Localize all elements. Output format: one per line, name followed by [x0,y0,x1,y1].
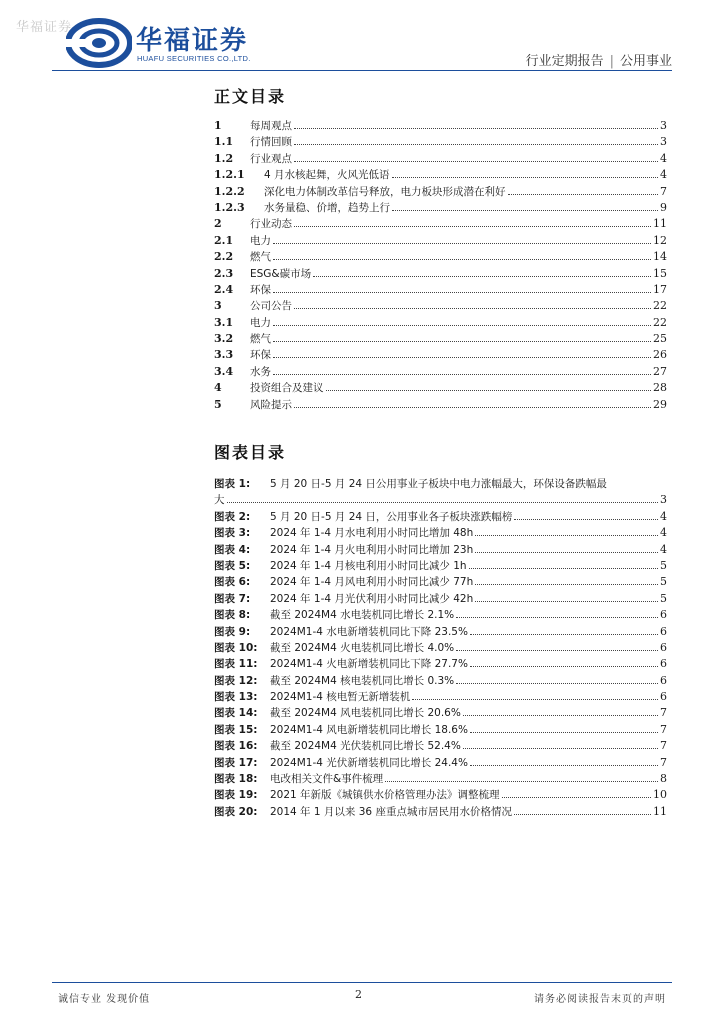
figure-item[interactable] [214,574,667,590]
leader-dots [470,666,658,667]
figure-text: 2021 年新版《城镇供水价格管理办法》调整梳理 [270,789,500,802]
figure-text: 2014 年 1 月以来 36 座重点城市居民用水价格情况 [270,805,512,818]
toc-text: 电力 [250,316,271,329]
toc-text: 燃气 [250,251,271,264]
figure-page: 7 [660,739,667,753]
figure-label: 图表 18: [214,773,258,786]
report-type-header: 行业定期报告 | 公用事业 [525,54,672,69]
toc-text: 4 月水核起舞，火风光低语 [264,169,390,182]
figure-page: 4 [660,526,667,540]
leader-dots [469,568,658,569]
toc-item[interactable] [214,118,667,134]
figure-text: 2024 年 1-4 月光伏利用小时同比减少 42h [270,592,474,605]
leader-dots [273,341,651,342]
toc-number: 3.3 [214,348,234,362]
figure-label: 图表 3: [214,527,251,540]
figure-item[interactable] [214,656,667,672]
figure-item[interactable] [214,476,667,492]
brand-name-cn: 华福证券 [136,26,249,56]
figure-page: 10 [653,788,667,802]
toc-item[interactable] [214,151,667,167]
figure-page: 7 [660,722,667,736]
leader-dots [273,243,651,244]
toc-number: 2.3 [214,266,234,280]
toc-number: 1.2.3 [214,200,245,214]
toc-list [214,118,667,413]
toc-item[interactable] [214,167,667,183]
toc-number: 3.2 [214,332,234,346]
toc-text: 投资组合及建议 [250,382,324,395]
toc-page: 14 [653,250,667,264]
leader-dots [385,781,658,782]
figure-item[interactable] [214,640,667,656]
leader-dots [456,683,658,684]
figure-item[interactable] [214,738,667,754]
leader-dots [508,194,659,195]
toc-page: 28 [653,381,667,395]
toc-item[interactable] [214,364,667,380]
figure-text: 2024M1-4 火电新增装机同比下降 27.7% [270,658,468,671]
toc-text: 行业观点 [250,152,292,165]
toc-page: 12 [653,233,667,247]
figure-label: 图表 12: [214,674,258,687]
figure-page: 8 [660,772,667,786]
toc-page: 3 [660,119,667,132]
figure-page: 6 [660,690,667,704]
leader-dots [392,177,658,178]
toc-item[interactable] [214,315,667,331]
footer-disclaimer: 请务必阅读报告末页的声明 [534,994,666,1005]
toc-number: 1.2 [214,151,234,165]
figure-label: 图表 10: [214,641,258,654]
figure-text: 2024M1-4 核电暂无新增装机 [270,691,411,704]
figure-text: 2024M1-4 风电新增装机同比增长 18.6% [270,723,468,736]
leader-dots [475,535,658,536]
brand-logo [66,18,276,72]
figure-item[interactable] [214,607,667,623]
watermark: 华福证券 [16,20,73,35]
figure-label: 图表 7: [214,592,251,605]
brand-swirl-icon [66,18,132,68]
toc-page: 22 [653,299,667,313]
toc-title: 正文目录 [214,87,287,106]
toc-text: 风险提示 [250,398,292,411]
toc-text: 每周观点 [250,120,292,132]
leader-dots [294,128,658,129]
toc-number: 3.1 [214,315,234,329]
toc-number: 2 [214,217,222,231]
toc-item[interactable] [214,331,667,347]
leader-dots [502,797,651,798]
figure-text: 截至 2024M4 火电装机同比增长 4.0% [270,641,455,654]
brand-name-en: HUAFU SECURITIES CO.,LTD. [137,54,251,63]
toc-text: 深化电力体制改革信号释放，电力板块形成潜在利好 [264,185,506,198]
figure-label: 图表 8: [214,609,251,622]
figure-text: 2024 年 1-4 月水电利用小时同比增加 48h [270,527,474,540]
leader-dots [273,357,651,358]
figure-item[interactable] [214,542,667,558]
leader-dots [294,144,658,145]
leader-dots [463,748,658,749]
leader-dots [470,634,658,635]
leader-dots [392,210,658,211]
figure-item[interactable] [214,787,667,803]
industry-label: 公用事业 [619,54,672,69]
toc-text: 燃气 [250,333,271,346]
toc-number: 2.1 [214,233,234,247]
toc-page: 3 [660,135,667,149]
leader-dots [463,715,658,716]
toc-item[interactable] [214,233,667,249]
figure-list-title: 图表目录 [214,443,287,462]
leader-dots [294,226,651,227]
figure-item[interactable] [214,804,667,820]
figure-page: 4 [660,542,667,556]
leader-dots [294,407,651,408]
toc-page: 25 [653,332,667,346]
figure-label: 图表 9: [214,625,251,638]
toc-item[interactable] [214,200,667,216]
toc-item[interactable] [214,298,667,314]
leader-dots [294,161,658,162]
toc-item[interactable] [214,347,667,363]
figure-text: 截至 2024M4 光伏装机同比增长 52.4% [270,740,461,753]
toc-text: 环保 [250,283,271,296]
figure-page: 6 [660,657,667,671]
figure-label: 图表 4: [214,543,251,556]
figure-page: 6 [660,640,667,654]
figure-label: 图表 17: [214,756,258,769]
toc-item[interactable] [214,184,667,200]
leader-dots [273,374,651,375]
figure-label: 图表 13: [214,691,258,704]
toc-number: 2.2 [214,250,234,264]
toc-item[interactable] [214,216,667,232]
toc-number: 4 [214,381,222,395]
toc-page: 26 [653,348,667,362]
toc-text: 水务 [250,365,271,378]
figure-text: 2024 年 1-4 月火电利用小时同比增加 23h [270,543,474,556]
toc-number: 5 [214,397,222,411]
toc-item[interactable] [214,134,667,150]
toc-item[interactable] [214,266,667,282]
figure-text: 5 月 20 日-5 月 24 日，公用事业各子板块涨跌幅榜 [270,510,513,523]
figure-item[interactable] [214,591,667,607]
figure-item-continuation[interactable] [214,492,667,508]
toc-page: 29 [653,397,667,411]
figure-page: 5 [660,591,667,605]
figure-page: 5 [660,575,667,589]
toc-item[interactable] [214,282,667,298]
figure-page: 3 [660,493,667,507]
figure-page: 11 [653,804,667,818]
figure-page: 6 [660,608,667,622]
leader-dots [273,292,651,293]
toc-number: 1.1 [214,135,234,149]
figure-label: 图表 2: [214,510,251,523]
leader-dots [456,617,658,618]
figure-item[interactable] [214,525,667,541]
leader-dots [470,732,658,733]
figure-text: 截至 2024M4 风电装机同比增长 20.6% [270,707,461,720]
figure-text: 大 [214,494,225,507]
figure-label: 图表 19: [214,789,258,802]
footer-divider [52,982,672,983]
leader-dots [475,552,658,553]
toc-number: 1.2.1 [214,168,245,182]
toc-page: 11 [653,217,667,231]
leader-dots [475,584,658,585]
toc-page: 22 [653,315,667,329]
leader-dots [475,601,658,602]
figure-page: 4 [660,509,667,523]
figure-page: 5 [660,558,667,572]
figure-label: 图表 11: [214,658,258,671]
figure-label: 图表 5: [214,559,251,572]
report-type: 行业定期报告 [525,54,604,69]
toc-text: 公司公告 [250,300,292,313]
figure-label: 图表 6: [214,576,251,589]
figure-item[interactable] [214,705,667,721]
toc-item[interactable] [214,380,667,396]
figure-label: 图表 15: [214,723,258,736]
leader-dots [470,765,658,766]
figure-item[interactable] [214,689,667,705]
toc-number: 3.4 [214,364,234,378]
figure-page: 7 [660,706,667,720]
toc-number: 1 [214,119,222,132]
figure-text: 电改相关文件&事件梳理 [270,773,384,786]
toc-text: 行情回顾 [250,136,292,149]
toc-item[interactable] [214,249,667,265]
toc-page: 27 [653,364,667,378]
leader-dots [273,325,651,326]
figure-item[interactable] [214,722,667,738]
figure-label: 图表 20: [214,805,258,818]
figure-item[interactable] [214,509,667,525]
toc-number: 2.4 [214,282,234,296]
figure-text: 截至 2024M4 水电装机同比增长 2.1% [270,609,455,622]
figure-page: 6 [660,673,667,687]
leader-dots [514,519,658,520]
toc-text: 电力 [250,234,271,247]
toc-number: 3 [214,299,222,313]
leader-dots [412,699,658,700]
toc-text: ESG&碳市场 [250,267,312,280]
figure-label: 图表 16: [214,740,258,753]
figure-item[interactable] [214,624,667,640]
figure-text: 2024 年 1-4 月风电利用小时同比减少 77h [270,576,474,589]
toc-page: 4 [660,168,667,182]
toc-text: 水务量稳、价增，趋势上行 [264,201,390,214]
leader-dots [456,650,658,651]
leader-dots [326,390,652,391]
header-divider [52,70,672,71]
figure-label: 图表 14: [214,707,258,720]
figure-text: 2024M1-4 水电新增装机同比下降 23.5% [270,625,468,638]
toc-page: 17 [653,282,667,296]
toc-number: 1.2.2 [214,184,245,198]
toc-text: 环保 [250,349,271,362]
figure-text: 2024M1-4 光伏新增装机同比增长 24.4% [270,756,468,769]
figure-item[interactable] [214,771,667,787]
leader-dots [514,814,651,815]
toc-page: 7 [660,184,667,198]
figure-page: 6 [660,624,667,638]
figure-page: 7 [660,755,667,769]
figure-text: 5 月 20 日-5 月 24 日公用事业子板块中电力涨幅最大，环保设备跌幅最 [270,478,607,490]
leader-dots [294,308,651,309]
toc-page: 9 [660,200,667,214]
figure-text: 截至 2024M4 核电装机同比增长 0.3% [270,674,455,687]
toc-page: 15 [653,266,667,280]
leader-dots [227,502,659,503]
toc-item[interactable] [214,397,667,413]
leader-dots [313,276,651,277]
toc-text: 行业动态 [250,218,292,231]
footer-slogan: 诚信专业 发现价值 [58,994,151,1005]
figure-item[interactable] [214,558,667,574]
figure-text: 2024 年 1-4 月核电利用小时同比减少 1h [270,559,467,572]
page-number: 2 [355,988,362,1001]
figure-list [214,476,667,820]
leader-dots [273,259,651,260]
figure-item[interactable] [214,755,667,771]
toc-page: 4 [660,151,667,165]
figure-item[interactable] [214,673,667,689]
figure-label: 图表 1: [214,478,251,490]
